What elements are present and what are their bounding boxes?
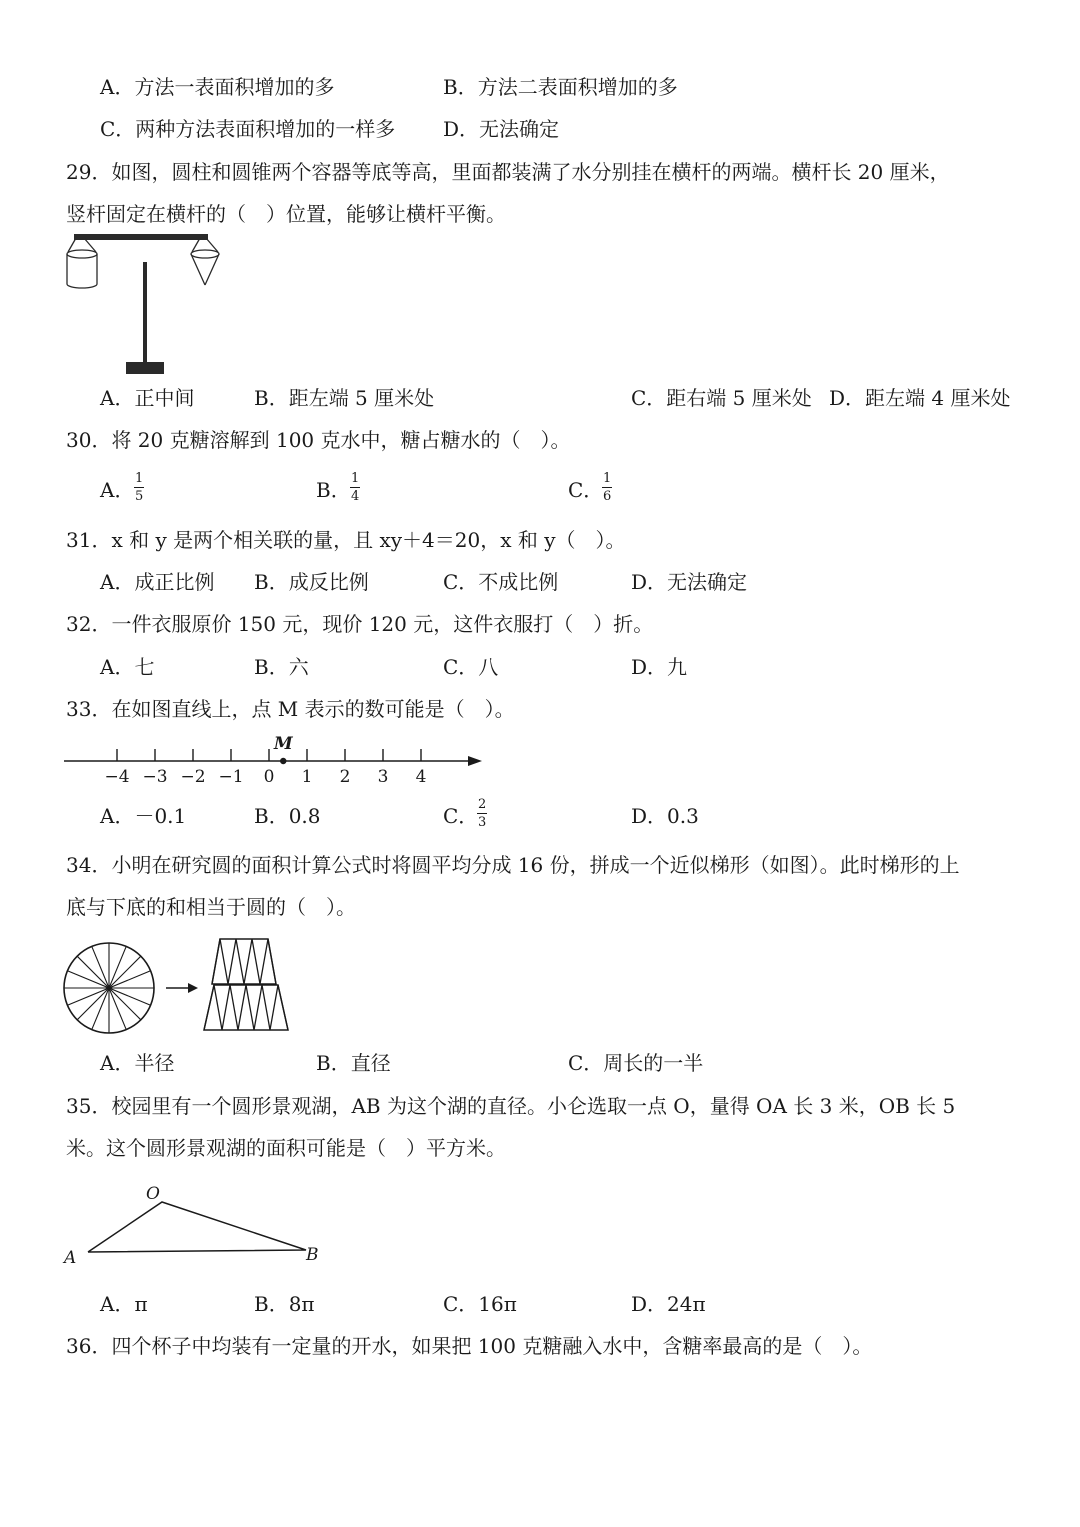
cylinder-container [67, 250, 97, 288]
label-b: B [306, 1245, 319, 1265]
q29-option-b[interactable]: B．距左端 5 厘米处 [254, 386, 435, 410]
q35-stem-line1: 35．校园里有一个圆形景观湖，AB 为这个湖的直径。小仑选取一点 O，量得 OA 长 3 米，OB 长 5 [66, 1094, 956, 1118]
q34-stem-line1: 34．小明在研究圆的面积计算公式时将圆平均分成 16 份，拼成一个近似梯形（如图）。此时梯形的上 [66, 853, 960, 877]
q32-option-d[interactable]: D．九 [631, 655, 688, 679]
fraction-numerator: 1 [135, 471, 144, 486]
q35-stem-line2: 米。这个圆形景观湖的面积可能是（ ）平方米。 [66, 1136, 506, 1160]
q35-triangle-figure [60, 1178, 330, 1270]
q30-option-b-fraction [350, 471, 360, 504]
q29-balance-figure [60, 230, 230, 378]
divided-circle [64, 943, 154, 1033]
fraction-numerator: 2 [478, 797, 487, 812]
approx-trapezoid [204, 939, 288, 1030]
q29-stem-line2: 竖杆固定在横杆的（ ）位置，能够让横杆平衡。 [66, 202, 506, 226]
number-line-tick-label: −4 [104, 767, 130, 787]
number-line-arrow [468, 756, 482, 766]
q32-stem: 32．一件衣服原价 150 元，现价 120 元，这件衣服打（ ）折。 [66, 612, 654, 636]
q30-option-a-letter[interactable]: A． [100, 478, 135, 502]
q35-option-b[interactable]: B．8π [254, 1292, 315, 1316]
q35-option-d[interactable]: D．24π [631, 1292, 706, 1316]
q32-option-c[interactable]: C．八 [443, 655, 499, 679]
fraction-numerator: 1 [351, 471, 360, 486]
number-line-tick-label: 2 [339, 767, 351, 787]
q32-option-a[interactable]: A．七 [100, 655, 155, 679]
q33-option-a[interactable]: A．－0.1 [100, 804, 187, 828]
q35-option-c[interactable]: C．16π [443, 1292, 517, 1316]
number-line-tick-label: −1 [218, 767, 244, 787]
balance-crossbar [74, 234, 208, 240]
q33-option-b[interactable]: B．0.8 [254, 804, 321, 828]
fraction-denominator: 5 [135, 489, 144, 504]
q34-option-c[interactable]: C．周长的一半 [568, 1051, 704, 1075]
q34-stem-line2: 底与下底的和相当于圆的（ ）。 [66, 895, 356, 919]
q35-option-a[interactable]: A．π [100, 1292, 148, 1316]
q33-option-c-letter[interactable]: C． [443, 804, 479, 828]
q33-stem: 33．在如图直线上，点 M 表示的数可能是（ ）。 [66, 697, 515, 721]
q29-option-d[interactable]: D．距左端 4 厘米处 [829, 386, 1011, 410]
arrow-head [188, 983, 198, 993]
q28-option-b[interactable]: B．方法二表面积增加的多 [443, 75, 678, 99]
q28-option-a[interactable]: A．方法一表面积增加的多 [100, 75, 335, 99]
q29-stem-line1: 29．如图，圆柱和圆锥两个容器等底等高，里面都装满了水分别挂在横杆的两端。横杆长 20 厘米， [66, 160, 950, 184]
cone-container [191, 250, 219, 285]
number-line-tick-label: 0 [263, 767, 275, 787]
fraction-numerator: 1 [603, 471, 612, 486]
fraction-denominator: 4 [351, 489, 360, 504]
q31-option-a[interactable]: A．成正比例 [100, 570, 215, 594]
fraction-denominator: 6 [603, 489, 612, 504]
q34-circle-to-trapezoid-figure [62, 936, 294, 1036]
q32-option-b[interactable]: B．六 [254, 655, 309, 679]
number-line-tick-label: 1 [301, 767, 313, 787]
label-a: A [64, 1248, 77, 1268]
q28-option-c[interactable]: C．两种方法表面积增加的一样多 [100, 117, 396, 141]
q30-option-a-fraction [134, 471, 144, 504]
q33-option-d[interactable]: D．0.3 [631, 804, 699, 828]
q31-option-c[interactable]: C．不成比例 [443, 570, 559, 594]
q31-stem: 31．x 和 y 是两个相关联的量，且 xy＋4＝20，x 和 y（ ）。 [66, 528, 626, 552]
q34-option-b[interactable]: B．直径 [316, 1051, 391, 1075]
fraction-denominator: 3 [478, 815, 487, 830]
balance-base [126, 362, 164, 374]
q36-stem: 36．四个杯子中均装有一定量的开水，如果把 100 克糖融入水中，含糖率最高的是（ ）。 [66, 1334, 873, 1358]
q30-stem: 30．将 20 克糖溶解到 100 克水中，糖占糖水的（ ）。 [66, 428, 571, 452]
number-line-tick-label: 4 [415, 767, 427, 787]
q34-option-a[interactable]: A．半径 [100, 1051, 175, 1075]
q30-option-c-fraction [602, 471, 612, 504]
number-line-tick-label: −3 [142, 767, 168, 787]
q28-option-d[interactable]: D．无法确定 [443, 117, 560, 141]
point-m-label: M [273, 734, 293, 754]
q33-number-line [62, 732, 486, 790]
q30-option-b-letter[interactable]: B． [316, 478, 351, 502]
label-o: O [146, 1184, 160, 1204]
number-line-tick-label: 3 [377, 767, 389, 787]
q33-option-c-fraction [477, 797, 487, 830]
q29-option-a[interactable]: A．正中间 [100, 386, 195, 410]
q30-option-c-letter[interactable]: C． [568, 478, 604, 502]
q31-option-d[interactable]: D．无法确定 [631, 570, 748, 594]
q31-option-b[interactable]: B．成反比例 [254, 570, 369, 594]
q29-option-c[interactable]: C．距右端 5 厘米处 [631, 386, 812, 410]
point-m [280, 758, 286, 764]
balance-pole [143, 262, 147, 364]
number-line-tick-label: −2 [180, 767, 206, 787]
triangle-oab [88, 1202, 306, 1252]
